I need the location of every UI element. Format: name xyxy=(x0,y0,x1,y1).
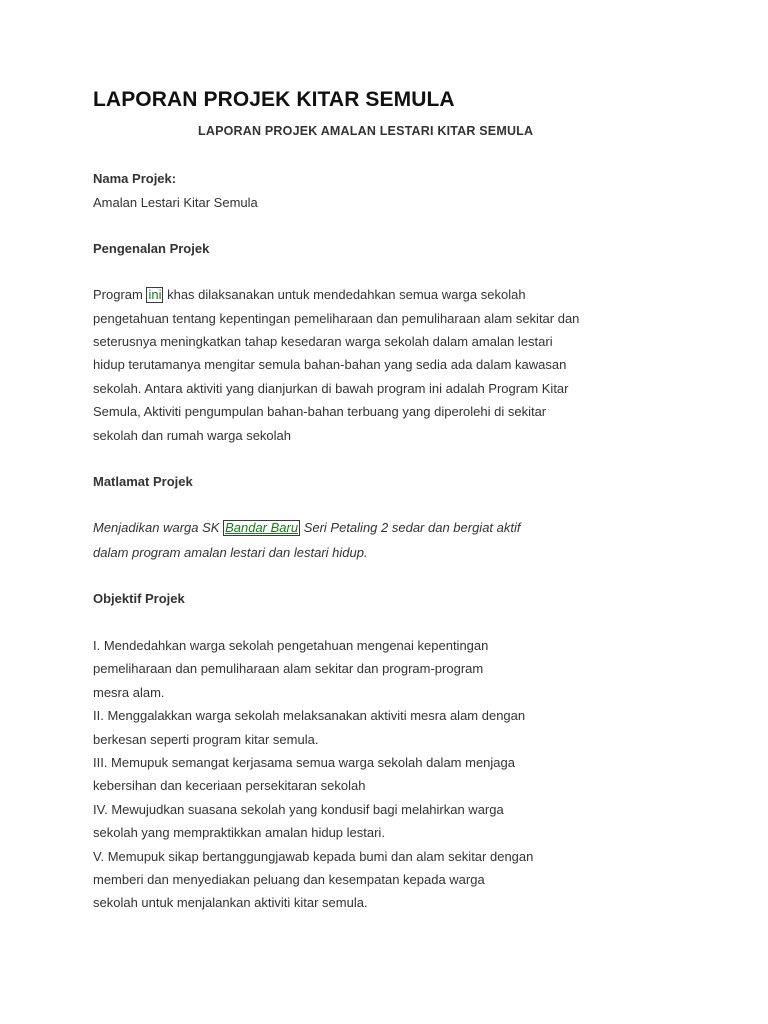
objektif-line-11: memberi dan menyediakan peluang dan kesempatan kepada warga xyxy=(93,872,485,887)
matlamat-line-1-end: Seri Petaling 2 sedar dan bergiat aktif xyxy=(300,520,521,535)
pengenalan-line-1 xyxy=(93,287,526,303)
pengenalan-line-5: sekolah. Antara aktiviti yang dianjurkan di bawah program ini adalah Program Kitar xyxy=(93,381,569,396)
nama-projek-value: Amalan Lestari Kitar Semula xyxy=(93,195,258,210)
objektif-line-12: sekolah untuk menjalankan aktiviti kitar semula. xyxy=(93,895,368,910)
pengenalan-line-7: sekolah dan rumah warga sekolah xyxy=(93,428,292,443)
objektif-line-3: mesra alam. xyxy=(93,685,165,700)
objektif-line-4: II. Menggalakkan warga sekolah melaksanakan aktiviti mesra alam dengan xyxy=(93,708,526,723)
objektif-line-5: berkesan seperti program kitar semula. xyxy=(93,732,319,747)
objektif-line-8: IV. Mewujudkan suasana sekolah yang kondusif bagi melahirkan warga xyxy=(93,802,504,817)
matlamat-line-1-start: Menjadikan warga SK xyxy=(93,520,224,535)
matlamat-line-1 xyxy=(93,520,521,536)
objektif-line-7: kebersihan dan keceriaan persekitaran sekolah xyxy=(93,778,366,793)
document-subtitle: LAPORAN PROJEK AMALAN LESTARI KITAR SEMULA xyxy=(198,124,534,138)
objektif-line-9: sekolah yang mempraktikkan amalan hidup lestari. xyxy=(93,825,385,840)
nama-projek-heading: Nama Projek: xyxy=(93,171,177,186)
matlamat-heading: Matlamat Projek xyxy=(93,474,193,489)
pengenalan-line-4: hidup terutamanya mengitar semula bahan-bahan yang sedia ada dalam kawasan xyxy=(93,357,567,372)
pengenalan-line-1-start: Program xyxy=(93,287,147,302)
pengenalan-line-2: pengetahuan tentang kepentingan pemeliharaan dan pemuliharaan alam sekitar dan xyxy=(93,311,580,326)
pengenalan-line-6: Semula, Aktiviti pengumpulan bahan-bahan terbuang yang diperolehi di sekitar xyxy=(93,404,547,419)
objektif-line-10: V. Memupuk sikap bertanggungjawab kepada bumi dan alam sekitar dengan xyxy=(93,849,534,864)
objektif-line-6: III. Memupuk semangat kerjasama semua warga sekolah dalam menjaga xyxy=(93,755,515,770)
matlamat-line-2: dalam program amalan lestari dan lestari hidup. xyxy=(93,545,368,560)
objektif-line-2: pemeliharaan dan pemuliharaan alam sekitar dan program-program xyxy=(93,661,484,676)
objektif-heading: Objektif Projek xyxy=(93,591,185,606)
bandar-baru-link[interactable]: Bandar Baru xyxy=(225,520,299,535)
objektif-line-1: I. Mendedahkan warga sekolah pengetahuan mengenai kepentingan xyxy=(93,638,489,653)
pengenalan-heading: Pengenalan Projek xyxy=(93,241,210,256)
ini-link[interactable]: ini xyxy=(148,287,162,302)
pengenalan-line-1-end: khas dilaksanakan untuk mendedahkan semua warga sekolah xyxy=(163,287,526,302)
document-title: LAPORAN PROJEK KITAR SEMULA xyxy=(93,88,455,111)
pengenalan-line-3: seterusnya meningkatkan tahap kesedaran warga sekolah dalam amalan lestari xyxy=(93,334,553,349)
